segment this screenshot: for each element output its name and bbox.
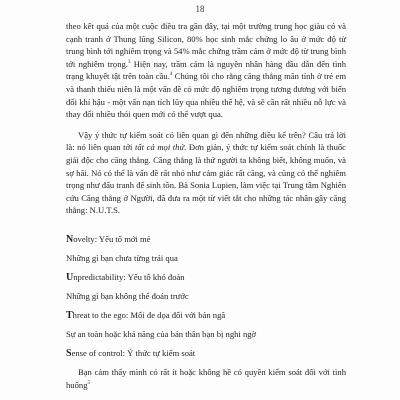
nuts-desc-u: Những gì bạn không thể đoán trước <box>66 290 189 301</box>
paragraph-1-text-b: Hiện nay, trầm cảm là nguyên nhân hàng đầu dẫn đến tình trạng khuyết tật trên toàn cầu. <box>66 58 346 82</box>
paragraph-2-text-b: . Đơn giản, ý thức tự kiểm soát chính là thuốc giải độc cho căng thẳng. Căng thẳng là thứ người ta không biết, không muốn, và sợ hãi. Nó có thể là vấn đề rất nhỏ như cảm giác rất căng, và cũng có thể nghiêm trọng như đấu tranh để sinh tồn. Bà Sonia Lupien, làm việc tại Trung tâm Nghiên cứu Căng thẳng ở Người, đã đưa ra một từ viết tắt cho những tác nhân gây căng thẳng: N.U.T.S. <box>66 142 346 216</box>
nuts-letter: S <box>66 347 72 359</box>
paragraph-1-text: theo kết quả của một cuộc điều tra gần đây, tại một trường trung học giàu có và cạnh tranh ở Thung lũng Silicon, 80% học sinh mắc chứng lo âu ở mức độ từ trung bình tới nghiêm trọng và 54% mắc chứng trầm cảm ở mức độ từ trung bình tới nghiêm trọng. <box>66 21 346 69</box>
nuts-term: ovelty: Yếu tố mới mẻ <box>73 233 151 244</box>
closing-text: Bạn cảm thấy mình có rất ít hoặc không hề có quyền kiểm soát đối với tình huống <box>66 366 346 390</box>
paragraph-1-text-c: Chúng tôi cho rằng căng thẳng mãn tính ở trẻ em và thanh thiếu niên là một vấn đề có mức độ nghiêm trọng tương đương với biến đổi khí hậu - một vấn nạn tích lũy qua nhiều thế hệ, và sẽ cần rất nhiều nỗ lực và thay đổi nhiều thói quen mới có thể vượt qua. <box>66 71 346 120</box>
page-number: 18 <box>195 4 205 14</box>
nuts-term: ense of control: Ý thức tự kiểm soát <box>71 347 196 358</box>
nuts-letter: N <box>66 233 74 245</box>
footnote-ref-4: 4 <box>169 72 173 78</box>
nuts-desc-n: Những gì bạn chưa từng trải qua <box>66 252 178 263</box>
paragraph-1 <box>66 20 346 121</box>
closing-paragraph <box>66 366 346 391</box>
paragraph-2-text-a: Vậy ý thức tự kiểm soát có liên quan gì đến những điều kể trên? Câu trả lời là: nó liên quan tới <box>66 129 346 153</box>
paragraph-2-emphasis: tất cả mọi thứ <box>134 142 185 153</box>
nuts-list <box>66 233 346 360</box>
footnote-ref-3: 3 <box>127 59 131 65</box>
body-text <box>66 20 346 391</box>
nuts-letter: T <box>66 309 73 321</box>
paragraph-2 <box>66 129 346 217</box>
nuts-desc-t: Sự an toàn hoặc khả năng của bản thân bạn bị nghi ngờ <box>66 328 257 339</box>
nuts-item-t <box>66 309 346 322</box>
nuts-item-u <box>66 271 346 284</box>
nuts-term: npredictability: Yếu tố khó đoán <box>73 271 185 282</box>
nuts-item-n <box>66 233 346 246</box>
nuts-item-s <box>66 347 346 360</box>
footnote-ref-5: 5 <box>87 380 90 386</box>
nuts-letter: U <box>66 271 74 283</box>
nuts-term: hreat to the ego: Mối đe dọa đối với bản ngã <box>72 309 226 320</box>
